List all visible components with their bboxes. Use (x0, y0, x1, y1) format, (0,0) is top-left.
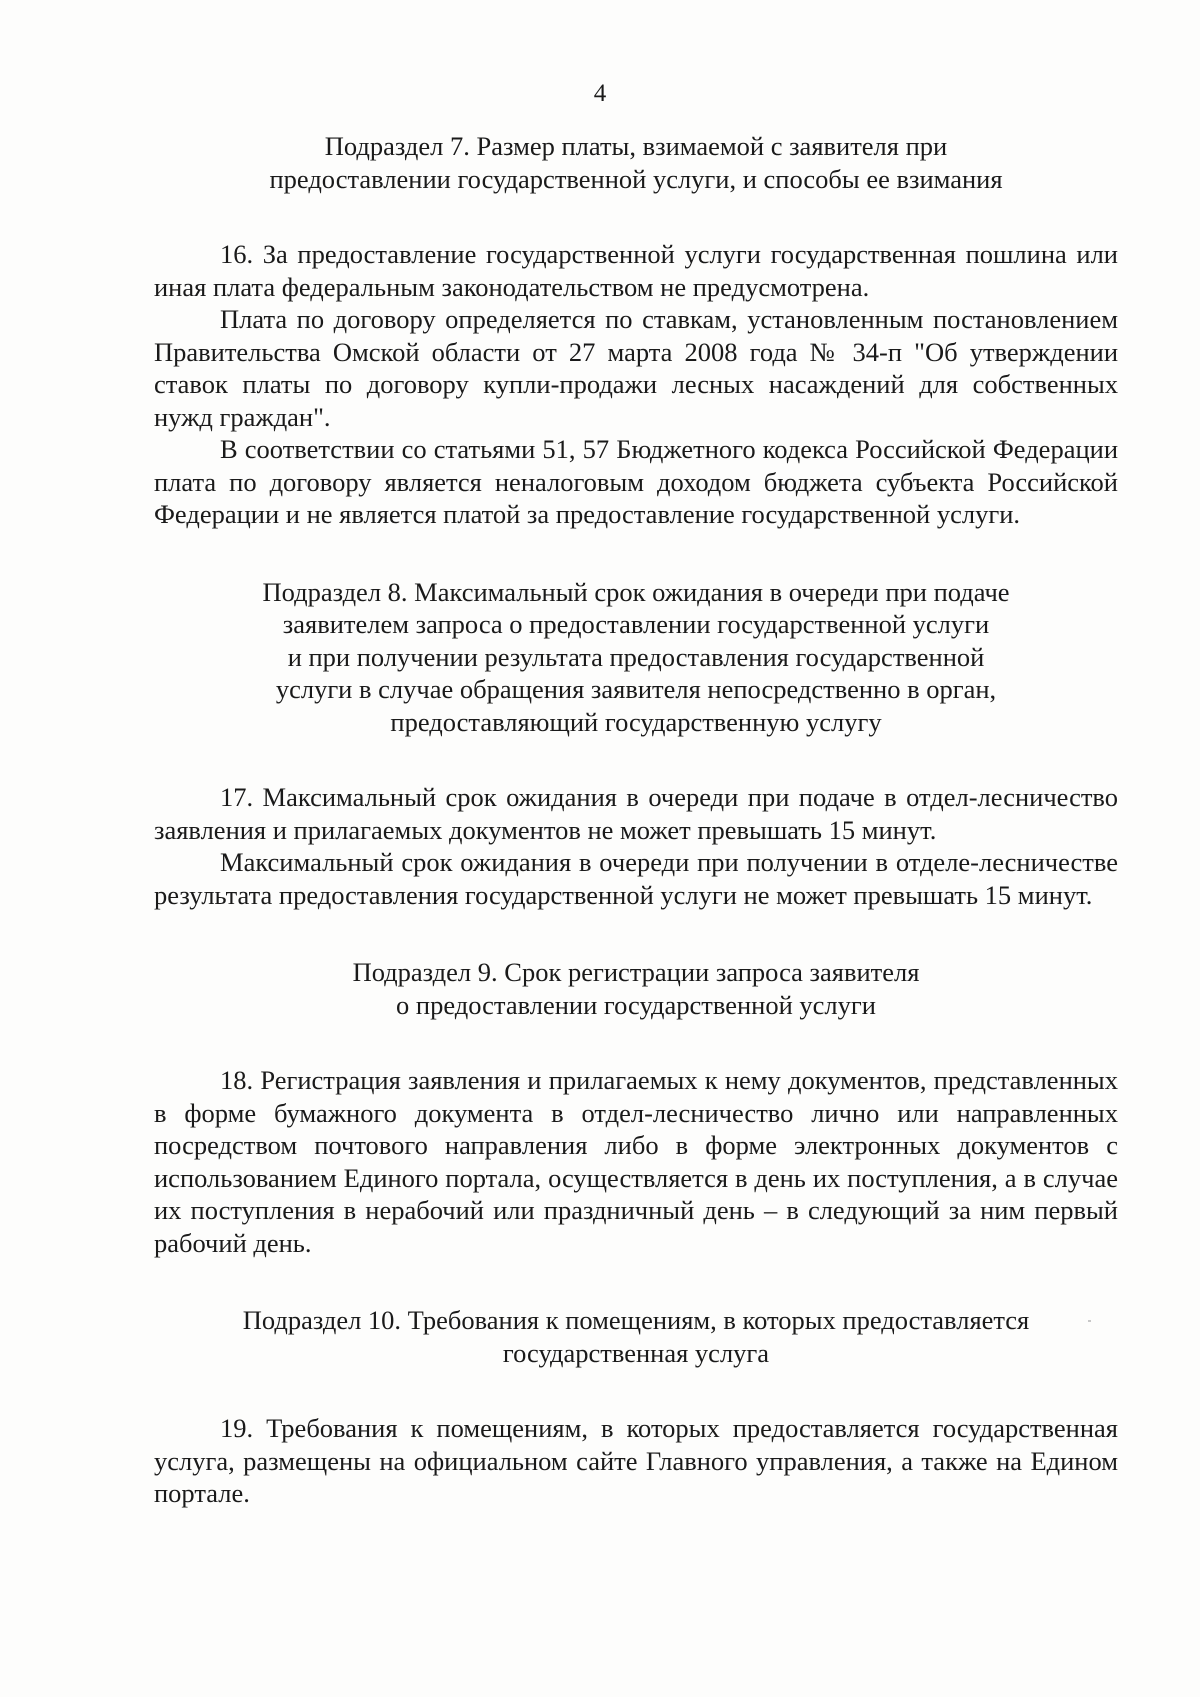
heading-line: заявителем запроса о предоставлении государственной услуги (282, 609, 990, 639)
paragraph-16: 16. За предоставление государственной услуги государственная пошлина или иная плата федеральным законодательством не предусмотрена. (154, 239, 1118, 302)
heading-line: услуги в случае обращения заявителя непосредственно в орган, (275, 674, 997, 704)
document-body (154, 130, 1118, 1555)
heading-line: о предоставлении государственной услуги (396, 989, 876, 1020)
subsection-8-heading (154, 576, 1118, 739)
subsection-7 (154, 130, 1118, 531)
subsection-9-heading (154, 956, 1118, 1021)
subsection-8 (154, 576, 1118, 912)
scan-speck (1088, 1320, 1091, 1322)
paragraph-19: 19. Требования к помещениям, в которых предоставляется государственная услуга, размещены на официальном сайте Главного управления, а также на Едином портале. (154, 1413, 1118, 1508)
heading-line: и при получении результата предоставления государственной (287, 641, 985, 672)
paragraph-16-fee: Плата по договору определяется по ставкам, установленным постановлением Правительства Омской области от 27 марта 2008 года № 34-п "Об утверждении ставок платы по договору купли-продажи лесных насаждений для собственных нужд граждан". (154, 304, 1118, 432)
heading-line: предоставляющий государственную услугу (390, 706, 882, 737)
subsection-7-heading (154, 130, 1118, 195)
subsection-10 (154, 1304, 1118, 1510)
heading-line: предоставлении государственной услуги, и способы ее взимания (269, 163, 1003, 194)
paragraph-18: 18. Регистрация заявления и прилагаемых к нему документов, представленных в форме бумажного документа в отдел-лесничество лично или направленных посредством почтового направления либо в форме электронных документов с использованием Единого портала, осуществляется в день их поступления, а в случае их поступления в нерабочий или праздничный день – в следующий за ним первый рабочий день. (154, 1065, 1118, 1258)
paragraph-17-result: Максимальный срок ожидания в очереди при получении в отделе-лесничестве результата предоставления государственной услуги не может превышать 15 минут. (154, 847, 1118, 910)
heading-line: Подраздел 10. Требования к помещениям, в которых предоставляется (242, 1305, 1030, 1335)
paragraph-16-budget: В соответствии со статьями 51, 57 Бюджетного кодекса Российской Федерации плата по договору является неналоговым доходом бюджета субъекта Российской Федерации и не является платой за предоставление государственной услуги. (154, 434, 1118, 529)
heading-line: Подраздел 8. Максимальный срок ожидания в очереди при подаче (262, 576, 1010, 607)
subsection-10-heading (154, 1304, 1118, 1369)
subsection-9 (154, 956, 1118, 1259)
page-number: 4 (593, 80, 607, 107)
heading-line: государственная услуга (502, 1337, 770, 1368)
heading-line: Подраздел 9. Срок регистрации запроса заявителя (352, 957, 920, 987)
heading-line: Подраздел 7. Размер платы, взимаемой с заявителя при (324, 131, 948, 161)
paragraph-17: 17. Максимальный срок ожидания в очереди при подаче в отдел-лесничество заявления и прилагаемых документов не может превышать 15 минут. (154, 782, 1118, 845)
